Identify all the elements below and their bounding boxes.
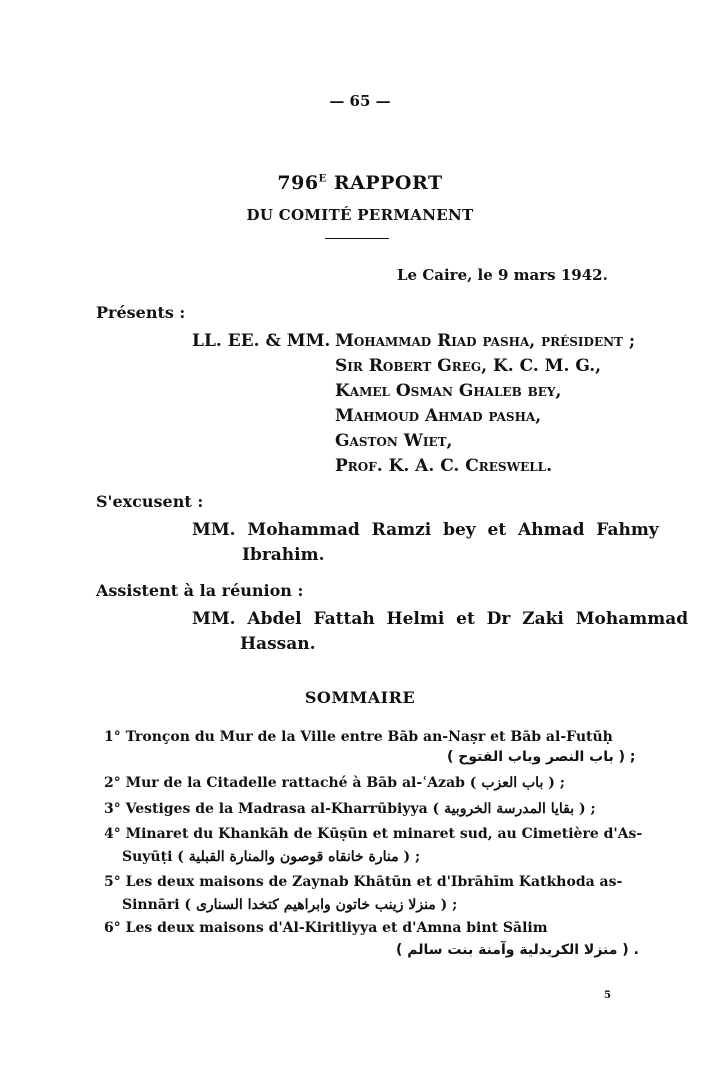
title-divider [325,238,389,239]
sommaire-item: 2° Mur de la Citadelle rattaché à Bāb al-ʿAzab ( باب العزب ) ; [104,775,565,791]
sommaire-item-cont: Suyūṭi ( منارة خانقاه قوصون والمنارة القبلية ) ; [122,849,421,865]
presents-member: Kamel Osman Ghaleb bey, [335,381,562,401]
presents-member: Prof. K. A. C. Creswell. [335,456,553,476]
signature-mark: 5 [604,990,611,1001]
presents-member: Gaston Wiet, [335,431,453,451]
page-number: — 65 — [329,92,391,110]
presents-prefix: LL. EE. & MM. [192,331,331,351]
report-number-sup: E [318,173,327,185]
report-number: 796 [277,172,319,194]
report-subtitle: DU COMITÉ PERMANENT [246,206,474,224]
presents-member: Mohammad Riad pasha, président ; [335,331,636,351]
presents-member: Sir Robert Greg, K. C. M. G., [335,356,602,376]
presents-member: Mahmoud Ahmad pasha, [335,406,542,426]
sommaire-item: 1° Tronçon du Mur de la Ville entre Bāb an-Naṣr et Bāb al-Futūḥ [104,729,613,745]
report-title [0,172,720,194]
assistent-line: MM. Abdel Fattah Helmi et Dr Zaki Mohammad [192,609,689,629]
sommaire-item-cont: Sinnāri ( منزلا زينب خاتون وابراهيم كتخدا السنارى ) ; [122,897,458,913]
assistent-label: Assistent à la réunion : [96,581,304,600]
sommaire-item-arabic: ( منزلا الكريدلية وآمنة بنت سالم ) . [396,942,639,958]
sommaire-item-arabic: ( باب النصر وباب الفتوح ) ; [447,749,636,765]
excusent-line: MM. Mohammad Ramzi bey et Ahmad Fahmy [192,520,659,540]
sommaire-item: 3° Vestiges de la Madrasa al-Kharrūbiyya ( بقايا المدرسة الخروبية ) ; [104,801,596,817]
excusent-label: S'excusent : [96,492,204,511]
excusent-line: Ibrahim. [242,545,325,565]
assistent-line: Hassan. [240,634,316,654]
sommaire-item: 4° Minaret du Khankāh de Kūṣūn et minaret sud, au Cimetière d'As- [104,826,643,842]
sommaire-heading: SOMMAIRE [304,688,416,707]
presents-label: Présents : [96,303,186,322]
report-word: RAPPORT [333,172,443,194]
sommaire-item: 5° Les deux maisons de Zaynab Khātūn et d'Ibrāhīm Katkhoda as- [104,874,623,890]
report-date: Le Caire, le 9 mars 1942. [397,266,608,284]
sommaire-item: 6° Les deux maisons d'Al-Kiritliyya et d'Amna bint Sālim [104,920,548,936]
